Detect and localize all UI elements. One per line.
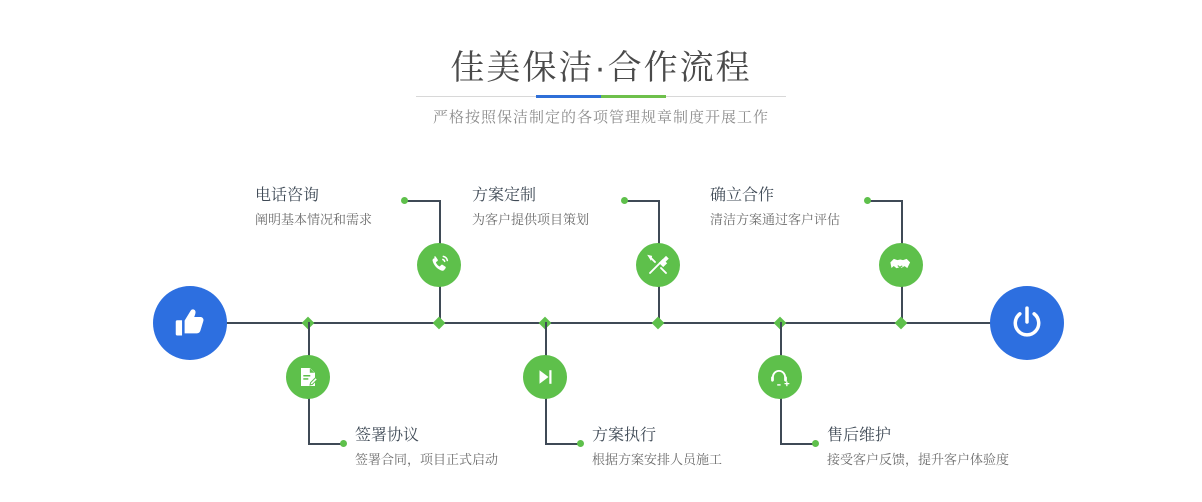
connector-dot-6 — [812, 440, 819, 447]
step-label-4 — [592, 425, 722, 470]
connector-dot-1 — [401, 197, 408, 204]
handshake-icon — [888, 252, 914, 278]
step-desc-1: 阐明基本情况和需求 — [255, 212, 373, 227]
connector-stem-3-horizontal — [625, 200, 659, 202]
step-icon-6 — [758, 355, 802, 399]
connector-stem-6-horizontal — [780, 443, 815, 445]
axis-node-6 — [895, 317, 908, 330]
step-desc-2: 签署合同，项目正式启动 — [355, 452, 499, 467]
page-subtitle: 严格按照保洁制定的各项管理规章制度开展工作 — [432, 109, 769, 126]
play-next-icon — [533, 365, 557, 389]
step-label-3 — [472, 185, 589, 230]
divider-segment-green — [601, 95, 666, 98]
headset-support-icon — [768, 365, 792, 389]
step-label-6 — [827, 425, 1009, 470]
step-label-2 — [355, 425, 498, 470]
step-icon-1 — [417, 243, 461, 287]
power-icon — [1008, 304, 1046, 342]
step-name-4: 方案执行 — [592, 427, 657, 444]
step-icon-2 — [286, 355, 330, 399]
step-name-5: 确立合作 — [710, 187, 775, 204]
step-icon-5 — [879, 243, 923, 287]
connector-stem-2-horizontal — [308, 443, 343, 445]
step-name-3: 方案定制 — [472, 187, 537, 204]
connector-dot-2 — [340, 440, 347, 447]
end-node — [990, 286, 1064, 360]
divider-segment-blue — [536, 95, 601, 98]
thumbs-up-icon — [172, 305, 208, 341]
axis-node-4 — [652, 317, 665, 330]
step-icon-4 — [523, 355, 567, 399]
start-node — [153, 286, 227, 360]
axis-node-2 — [433, 317, 446, 330]
step-desc-6: 接受客户反馈，提升客户体验度 — [827, 452, 1010, 467]
step-icon-3 — [636, 243, 680, 287]
connector-stem-4-horizontal — [545, 443, 580, 445]
step-desc-5: 清洁方案通过客户评估 — [710, 212, 841, 227]
step-name-2: 签署协议 — [355, 427, 420, 444]
step-name-1: 电话咨询 — [255, 187, 320, 204]
connector-dot-5 — [864, 197, 871, 204]
step-desc-3: 为客户提供项目策划 — [472, 212, 590, 227]
connector-stem-1-horizontal — [405, 200, 440, 202]
step-desc-4: 根据方案安排人员施工 — [592, 452, 723, 467]
step-label-1 — [255, 185, 372, 230]
connector-dot-4 — [577, 440, 584, 447]
phone-ring-icon — [427, 253, 451, 277]
connector-dot-3 — [621, 197, 628, 204]
step-label-5 — [710, 185, 840, 230]
document-edit-icon — [296, 365, 320, 389]
pencil-ruler-icon — [646, 253, 670, 277]
page-title: 佳美保洁·合作流程 — [450, 49, 752, 87]
step-name-6: 售后维护 — [827, 427, 892, 444]
connector-stem-5-horizontal — [868, 200, 902, 202]
title-divider — [416, 96, 786, 97]
